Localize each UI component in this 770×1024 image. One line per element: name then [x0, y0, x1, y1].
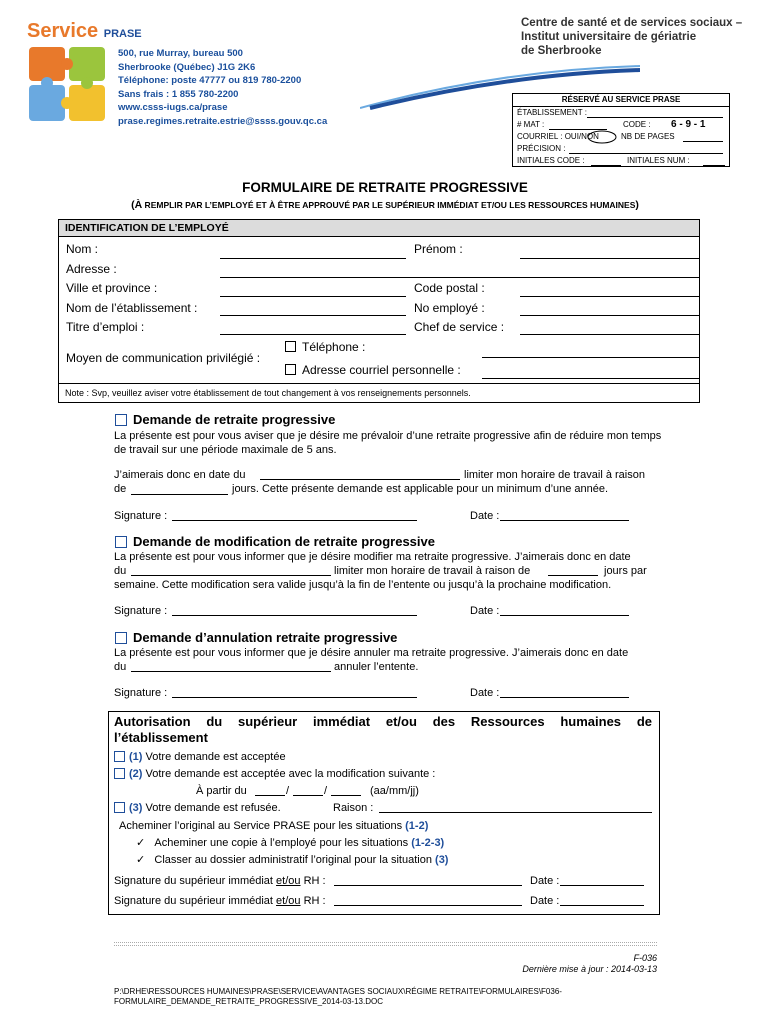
code-postal-label: Code postal :: [414, 281, 485, 295]
acheminer-text: [119, 819, 428, 833]
sig-superieur-2-date-label: Date :: [530, 895, 560, 907]
copie-label: Acheminer une copie à l’employé pour les situations: [154, 837, 409, 849]
sig-superieur-2-date-field[interactable]: [560, 905, 644, 906]
option-3-checkbox[interactable]: [114, 802, 125, 813]
code-postal-field[interactable]: [520, 296, 699, 297]
option-1-number: (1): [129, 751, 143, 763]
date-format: (aa/mm/jj): [370, 785, 419, 797]
option-3-number: (3): [129, 802, 143, 814]
modification-line1: La présente est pour vous informer que je désire modifier ma retraite progressive. J’aimerais donc en date: [114, 551, 631, 563]
autorisation-title-line1: Autorisation du supérieur immédiat et/ou des Ressources humaines de: [114, 714, 652, 729]
option-2-checkbox[interactable]: [114, 768, 125, 779]
reserved-code-value: 6 - 9 - 1: [671, 119, 706, 130]
option-2-number: (2): [129, 768, 143, 780]
apartir-mm-field[interactable]: [293, 795, 323, 796]
courriel-label: Adresse courriel personnelle :: [302, 363, 461, 377]
demande-date-label: J’aimerais donc en date du: [114, 469, 246, 481]
titre-field[interactable]: [220, 334, 406, 335]
sig-rh: RH :: [303, 875, 326, 887]
option-3-label: Votre demande est refusée.: [145, 802, 281, 814]
modification-jours-field[interactable]: [548, 575, 598, 576]
acheminer-number: (1-2): [405, 820, 429, 832]
chef-label: Chef de service :: [414, 320, 505, 334]
option-1-checkbox[interactable]: [114, 751, 125, 762]
option-1: [129, 750, 286, 764]
etablissement-field[interactable]: [220, 315, 406, 316]
sig-superieur-1: [114, 874, 326, 888]
modification-signature-label: Signature :: [114, 605, 168, 617]
sig-superieur-1-date-label: Date :: [530, 875, 560, 887]
copie-text: [136, 836, 444, 850]
adresse-label: Adresse :: [66, 262, 117, 276]
demande-jours-text: jours. Cette présente demande est applicable pour un minimum d’une année.: [232, 483, 609, 495]
demande-title: Demande de retraite progressive: [133, 412, 336, 427]
identification-header: IDENTIFICATION DE L’EMPLOYÉ: [59, 220, 699, 237]
file-path-line2: FORMULAIRE_DEMANDE_RETRAITE_PROGRESSIVE_2014-03-13.DOC: [114, 997, 383, 1006]
service-prase-logo: [27, 20, 142, 43]
apartir-jj-field[interactable]: [331, 795, 361, 796]
courriel-field[interactable]: [482, 378, 699, 379]
modification-date-sig-field[interactable]: [500, 615, 629, 616]
modification-checkbox[interactable]: [115, 536, 127, 548]
adresse-field[interactable]: [220, 277, 699, 278]
reserved-mat: # MAT :: [517, 120, 545, 129]
demande-signature-label: Signature :: [114, 510, 168, 522]
sig-superieur-1-field[interactable]: [334, 885, 522, 886]
institution-name: [521, 16, 742, 58]
date-slash: /: [286, 785, 290, 797]
demande-checkbox[interactable]: [115, 414, 127, 426]
raison-label: Raison :: [333, 802, 374, 814]
demande-jours-field[interactable]: [131, 494, 228, 495]
sig-superieur-2-field[interactable]: [334, 905, 522, 906]
annulation-date-field[interactable]: [131, 671, 331, 672]
annulation-signature-field[interactable]: [172, 697, 417, 698]
annulation-du-label: du: [114, 661, 127, 673]
file-path-line1: P:\DRHE\RESSOURCES HUMAINES\PRASE\SERVICE\AVANTAGES SOCIAUX\RÉGIME RETRAITE\FORMULAIRES\F036-: [114, 987, 562, 996]
sig-label: Signature du supérieur immédiat: [114, 875, 273, 887]
website-link[interactable]: www.csss-iugs.ca/prase: [118, 102, 228, 113]
reserved-box: [512, 93, 730, 167]
option-3: [129, 801, 281, 815]
contact-info: [118, 47, 327, 128]
reserved-initiales-code: INITIALES CODE :: [517, 156, 585, 165]
annulation-signature-label: Signature :: [114, 687, 168, 699]
annulation-title: Demande d’annulation retraite progressive: [133, 630, 398, 645]
non-circle-mark: [587, 130, 617, 144]
sig-etou: et/ou: [276, 875, 301, 887]
last-update: Dernière mise à jour : 2014-03-13: [522, 964, 657, 974]
nom-label: Nom :: [66, 242, 99, 256]
apartir-aa-field[interactable]: [255, 795, 285, 796]
sig-superieur-1-date-field[interactable]: [560, 885, 644, 886]
modification-jours-par: jours par: [604, 565, 647, 577]
subtitle-open: (À: [131, 199, 143, 211]
reserved-initiales-num: INITIALES NUM :: [627, 156, 690, 165]
sig-etou: et/ou: [276, 895, 301, 907]
modification-signature-field[interactable]: [172, 615, 417, 616]
courriel-checkbox[interactable]: [285, 364, 296, 375]
form-code: F-036: [633, 953, 657, 963]
demande-paragraph: La présente est pour vous aviser que je désire me prévaloir d’une retraite progressive afin de réduire mon temps de travail sur une période maximale de 5 ans.: [114, 430, 662, 456]
classer-number: (3): [435, 854, 449, 866]
subtitle-text: REMPLIR PAR L’EMPLOYÉ ET À ÊTRE APPROUVÉ PAR LE SUPÉRIEUR IMMÉDIAT ET/OU LES RESSOURCES HUMAINES: [142, 200, 636, 210]
nom-field[interactable]: [220, 258, 406, 259]
option-2: [129, 767, 435, 781]
phone-line: Téléphone: poste 47777 ou 819 780-2200: [118, 75, 302, 86]
email-link[interactable]: prase.regimes.retraite.estrie@ssss.gouv.qc.ca: [118, 115, 328, 127]
annulation-checkbox[interactable]: [115, 632, 127, 644]
check-icon: ✓: [136, 854, 146, 866]
no-employe-field[interactable]: [520, 315, 699, 316]
telephone-checkbox[interactable]: [285, 341, 296, 352]
subtitle-close: ): [635, 199, 639, 211]
note-text: Note : Svp, veuillez aviser votre établissement de tout changement à vos renseignements personnels.: [59, 383, 699, 402]
modification-date-sig-label: Date :: [470, 605, 500, 617]
option-2-label: Votre demande est acceptée avec la modification suivante :: [145, 768, 436, 780]
demande-de-label: de: [114, 483, 127, 495]
city-line: Sherbrooke (Québec) J1G 2K6: [118, 61, 256, 73]
prenom-field[interactable]: [520, 258, 699, 259]
institution-line: de Sherbrooke: [521, 45, 602, 57]
logo-service-text: Service: [27, 20, 99, 42]
moyen-label: Moyen de communication privilégié :: [66, 351, 261, 365]
modification-line3: semaine. Cette modification sera valide jusqu’à la fin de l’entente ou jusqu’à la prochaine modification.: [114, 579, 612, 591]
prenom-label: Prénom :: [414, 242, 463, 256]
reserved-precision: PRÉCISION :: [517, 144, 566, 153]
telephone-field[interactable]: [482, 357, 699, 358]
check-icon: ✓: [136, 837, 146, 849]
reserved-nb-pages: NB DE PAGES: [621, 132, 675, 141]
sig-rh: RH :: [303, 895, 326, 907]
annulation-date-sig-label: Date :: [470, 687, 500, 699]
chef-field[interactable]: [520, 334, 699, 335]
logo-prase-text: PRASE: [103, 28, 142, 40]
sig-superieur-2: [114, 894, 326, 908]
modification-horaire-text: limiter mon horaire de travail à raison de: [334, 565, 531, 577]
reserved-title: RÉSERVÉ AU SERVICE PRASE: [513, 94, 729, 107]
classer-text: [136, 853, 448, 867]
reserved-courriel: COURRIEL : OUI/NON: [517, 132, 599, 141]
sig-label: Signature du supérieur immédiat: [114, 895, 273, 907]
copie-number: (1-2-3): [411, 837, 445, 849]
demande-signature-field[interactable]: [172, 520, 417, 521]
titre-label: Titre d’emploi :: [66, 320, 145, 334]
form-subtitle: [0, 199, 770, 211]
etablissement-label: Nom de l’établissement :: [66, 301, 198, 315]
raison-field[interactable]: [379, 812, 652, 813]
modification-date-field[interactable]: [131, 575, 331, 576]
reserved-code-label: CODE :: [623, 120, 651, 129]
apartir-label: À partir du: [196, 785, 247, 797]
option-1-label: Votre demande est acceptée: [145, 751, 286, 763]
puzzle-logo-icon: [27, 45, 109, 125]
address-line: 500, rue Murray, bureau 500: [118, 48, 243, 59]
demande-date-sig-label: Date :: [470, 510, 500, 522]
telephone-label: Téléphone :: [302, 340, 366, 354]
autorisation-title-line2: l’établissement: [114, 730, 208, 745]
demande-date-sig-field[interactable]: [500, 520, 629, 521]
institution-line: Institut universitaire de gériatrie: [521, 31, 697, 43]
demande-date-field[interactable]: [260, 479, 460, 480]
no-employe-label: No employé :: [414, 301, 485, 315]
modification-du-label: du: [114, 565, 127, 577]
acheminer-label: Acheminer l’original au Service PRASE pour les situations: [119, 820, 403, 832]
institution-line: Centre de santé et de services sociaux –: [521, 17, 743, 29]
demande-horaire-text: limiter mon horaire de travail à raison: [464, 469, 645, 481]
date-slash: /: [324, 785, 328, 797]
modification-title: Demande de modification de retraite progressive: [133, 534, 435, 549]
ville-field[interactable]: [220, 296, 406, 297]
classer-label: Classer au dossier administratif l’original pour la situation: [154, 854, 432, 866]
annulation-line1: La présente est pour vous informer que je désire annuler ma retraite progressive. J’aimerais donc en date: [114, 647, 629, 659]
reserved-etablissement: ÉTABLISSEMENT :: [517, 108, 587, 117]
annulation-date-sig-field[interactable]: [500, 697, 629, 698]
annulation-entente-text: annuler l’entente.: [334, 661, 419, 673]
footer-divider: [114, 942, 657, 946]
form-title: FORMULAIRE DE RETRAITE PROGRESSIVE: [242, 180, 528, 195]
tollfree-line: Sans frais : 1 855 780-2200: [118, 88, 239, 100]
ville-label: Ville et province :: [66, 281, 158, 295]
